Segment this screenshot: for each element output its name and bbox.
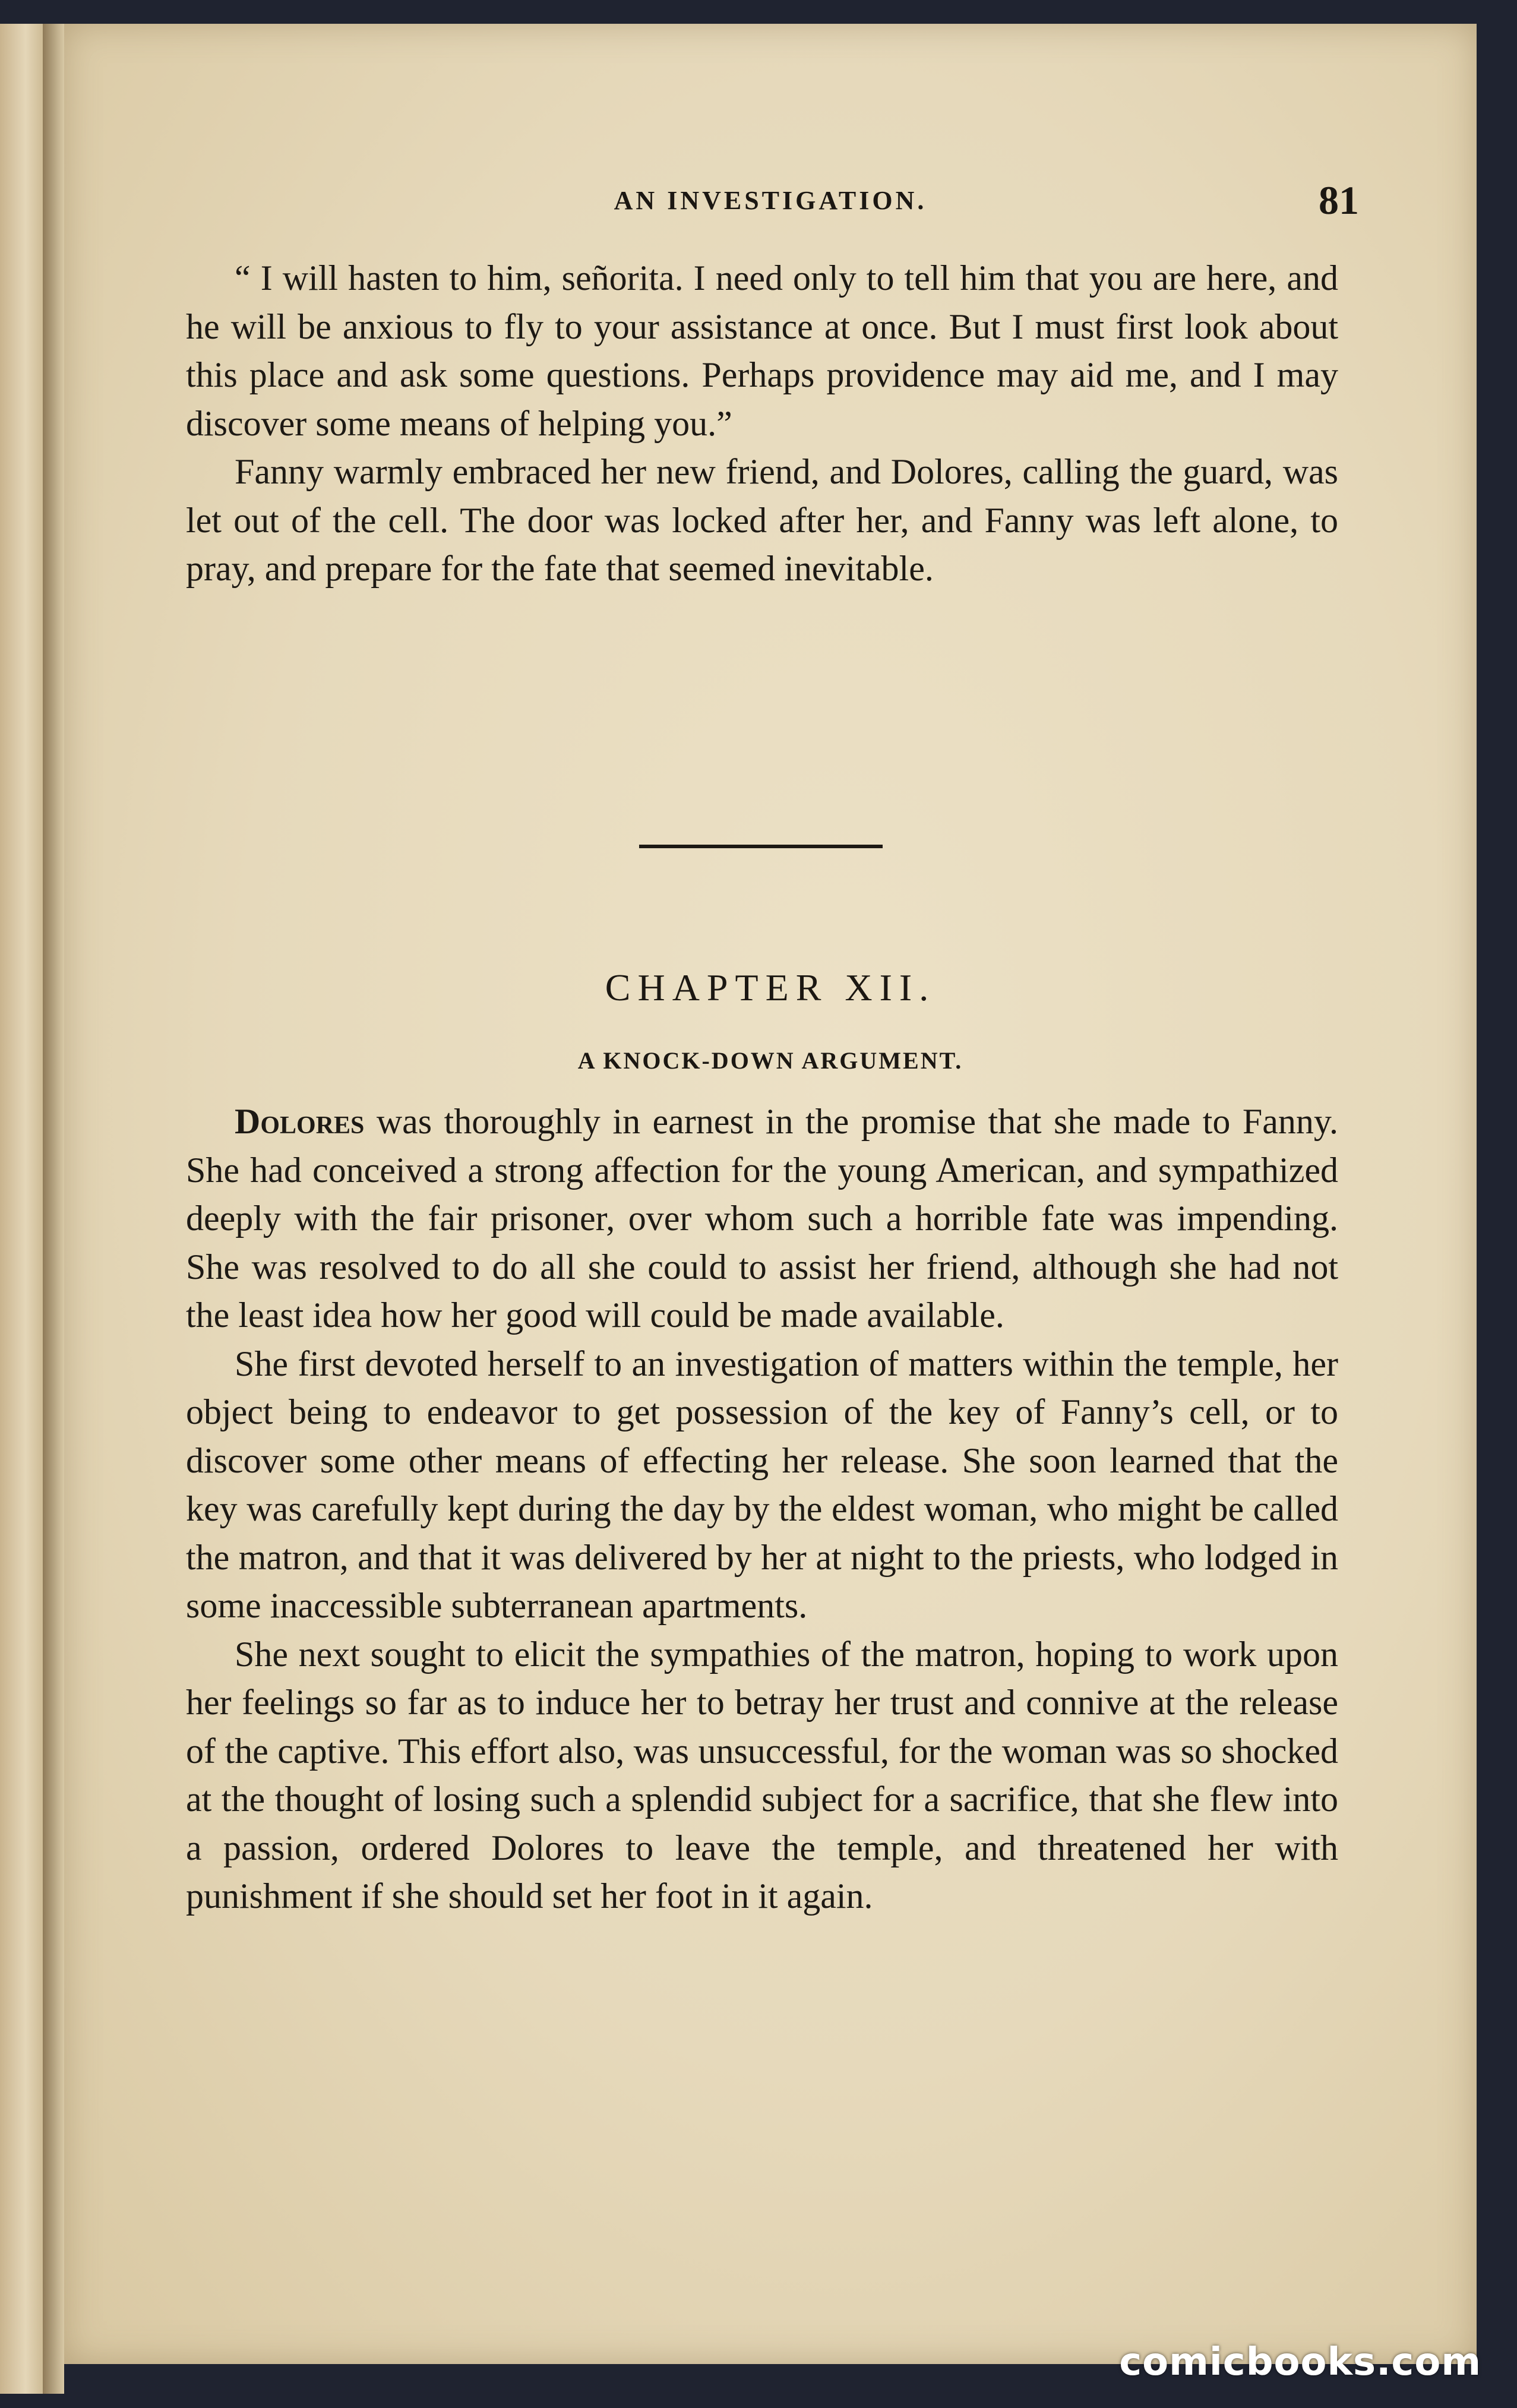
book-page xyxy=(64,24,1477,2364)
paragraph-dolores-resolve-text: was thoroughly in earnest in the promise that she made to Fanny. She had conceived a strong affection for the young American, and sympathized deeply with the fair prisoner, over whom such a horrible fate was impending. She was resolved to do all she could to assist her friend, although she had not the least idea how her good will could be made available. xyxy=(186,1102,1338,1335)
section-divider-rule xyxy=(639,845,883,848)
running-head xyxy=(64,165,1477,230)
spine-shadow xyxy=(43,24,64,2394)
top-text-block xyxy=(186,254,1338,593)
running-title: AN INVESTIGATION. xyxy=(614,186,927,215)
chapter-heading: CHAPTER XII. xyxy=(605,966,936,1009)
paragraph-dolores-resolve xyxy=(186,1098,1338,1340)
paragraph-fanny-left-alone: Fanny warmly embraced her new friend, and Dolores, calling the guard, was let out of the cell. The door was locked after her, and Fanny was left alone, to pray, and prepare for the fate that seemed inevitable. xyxy=(186,452,1338,588)
chapter-text-block xyxy=(186,1098,1338,1921)
page-number: 81 xyxy=(1319,178,1359,223)
chapter-subtitle: A KNOCK-DOWN ARGUMENT. xyxy=(577,1047,963,1074)
previous-page-edge xyxy=(0,24,43,2394)
opening-word: Dolores xyxy=(235,1102,365,1141)
paragraph-investigation: She first devoted herself to an investigation of matters within the temple, her object being to endeavor to get possession of the key of Fanny’s cell, or to discover some other means of effecting her release. She soon learned that the key was carefully kept during the day by the eldest woman, who might be called the matron, and that it was delivered by her at night to the priests, who lodged in some inaccessible subterranean apartments. xyxy=(186,1344,1338,1625)
paragraph-dialogue: “ I will hasten to him, señorita. I need only to tell him that you are here, and he will be anxious to fly to your assistance at once. But I must first look about this place and ask some questions. Perhaps providence may aid me, and I may discover some means of helping you.” xyxy=(186,258,1338,443)
paragraph-matron: She next sought to elicit the sympathies of the matron, hoping to work upon her feelings so far as to induce her to betray her trust and connive at the release of the captive. This effort also, was unsuccessful, for the woman was so shocked at the thought of losing such a splendid subject for a sacrifice, that she flew into a passion, ordered Dolores to leave the temple, and threatened her with punishment if she should set her foot in it again. xyxy=(186,1634,1338,1916)
site-watermark: comicbooks.com xyxy=(1119,2340,1481,2384)
